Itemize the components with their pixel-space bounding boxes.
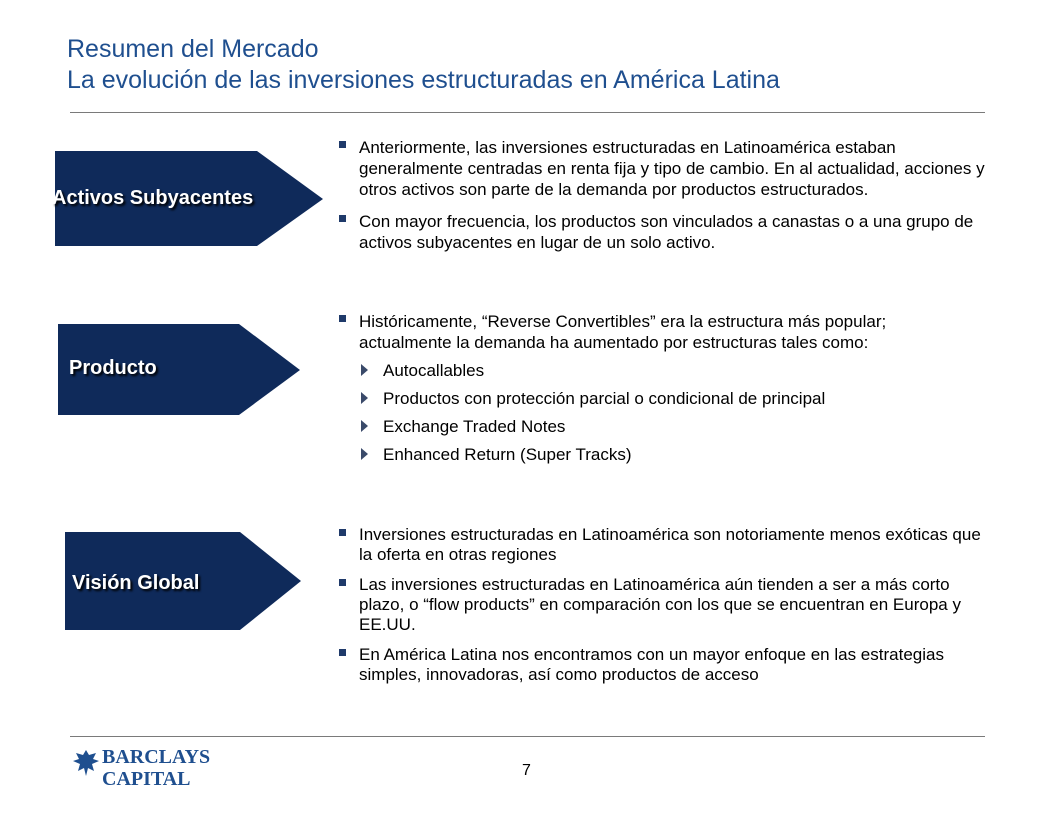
logo-line-1: BARCLAYS [102,746,211,768]
eagle-icon [72,748,100,778]
title-line-1: Resumen del Mercado [67,35,319,63]
title-line-2: La evolución de las inversiones estructuradas en América Latina [67,66,780,94]
vision-label-box [65,532,305,631]
bullet-square-icon [339,141,346,148]
sub-list-item: Autocallables [339,360,979,381]
vision-label: Visión Global [72,572,200,594]
activos-bullets [339,137,999,264]
activos-label-box [52,151,325,247]
bullet-square-icon [339,215,346,222]
producto-label-box [58,324,303,416]
bullet-square-icon [339,579,346,586]
sub-list-item: Productos con protección parcial o condicional de principal [339,388,979,409]
list-item: Las inversiones estructuradas en Latinoamérica aún tienden a ser a más corto plazo, o “flow products” en comparación con los que se encuentran en Europa y EE.UU. [339,575,989,635]
list-item: En América Latina nos encontramos con un mayor enfoque en las estrategias simples, innovadoras, así como productos de acceso [339,645,989,685]
producto-label: Producto [69,357,157,379]
list-item: Históricamente, “Reverse Convertibles” era la estructura más popular; actualmente la demanda ha aumentado por estructuras tales como: [339,311,979,353]
list-item: Anteriormente, las inversiones estructuradas en Latinoamérica estaban generalmente centradas en renta fija y tipo de cambio. En al actualidad, acciones y otros activos son parte de la demanda por productos estructurados. [339,137,999,200]
bullet-square-icon [339,649,346,656]
top-divider [70,112,985,113]
triangle-bullet-icon [361,392,368,404]
triangle-bullet-icon [361,448,368,460]
page-number: 7 [522,762,531,779]
sub-list-item: Exchange Traded Notes [339,416,979,437]
triangle-bullet-icon [361,364,368,376]
list-item: Inversiones estructuradas en Latinoamérica son notoriamente menos exóticas que la oferta en otras regiones [339,525,989,565]
page-title [67,34,780,96]
barclays-capital-logo [72,746,222,796]
list-item: Con mayor frecuencia, los productos son vinculados a canastas o a una grupo de activos subyacentes en lugar de un solo activo. [339,211,999,253]
vision-bullets [339,525,989,696]
bottom-divider [70,736,985,737]
activos-label: Activos Subyacentes [52,187,254,209]
producto-bullets [339,311,979,472]
logo-line-2: CAPITAL [102,768,191,790]
bullet-square-icon [339,315,346,322]
triangle-bullet-icon [361,420,368,432]
sub-list-item: Enhanced Return (Super Tracks) [339,444,979,465]
bullet-square-icon [339,529,346,536]
